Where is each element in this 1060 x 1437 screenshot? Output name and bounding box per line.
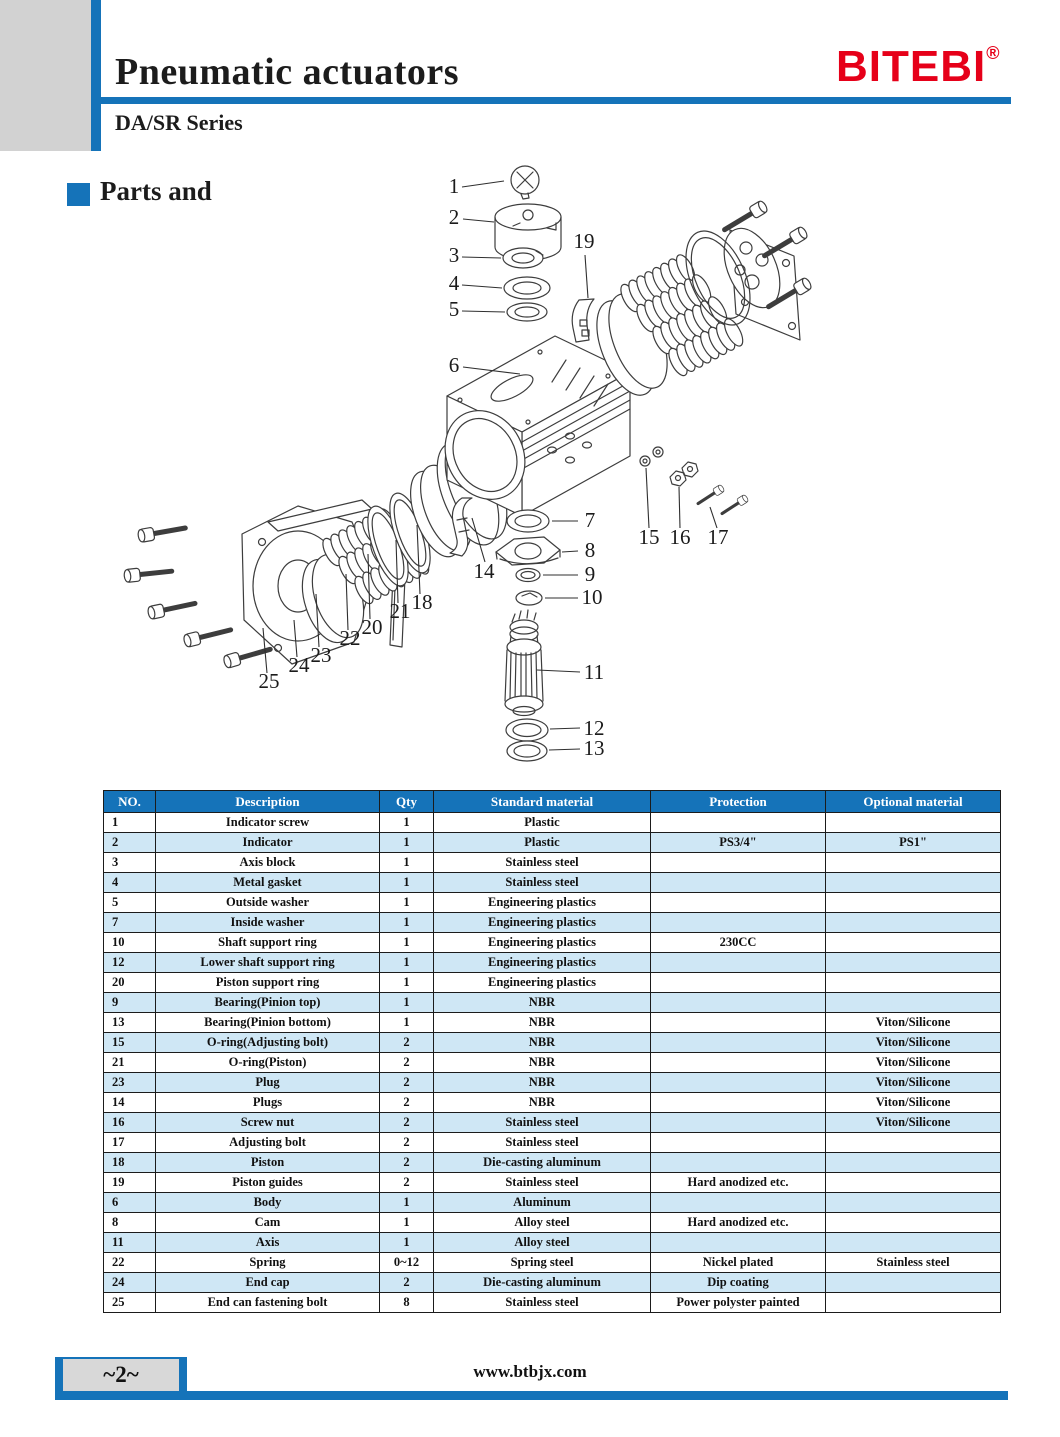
part-label: 4 [448,271,460,295]
table-cell: 12 [104,953,156,973]
table-row [104,833,1001,853]
table-cell: 3 [104,853,156,873]
table-cell [651,913,826,933]
table-cell: 20 [104,973,156,993]
table-cell: 1 [380,853,434,873]
table-cell: Shaft support ring [156,933,380,953]
table-cell: O-ring(Piston) [156,1053,380,1073]
table-cell: Viton/Silicone [826,1113,1001,1133]
indicator-stack [495,166,561,321]
table-cell: Plugs [156,1093,380,1113]
table-cell: Piston [156,1153,380,1173]
part-label: 18 [411,590,433,614]
table-row [104,1213,1001,1233]
table-cell: Body [156,1193,380,1213]
part-label: 10 [581,585,603,609]
table-cell: NBR [434,1053,651,1073]
table-cell: Axis [156,1233,380,1253]
leader-line [462,257,501,258]
table-cell: 1 [380,1233,434,1253]
table-cell: Stainless steel [434,1133,651,1153]
table-cell: Spring [156,1253,380,1273]
header-row [104,791,1001,813]
leader-line [462,181,504,187]
table-row [104,1253,1001,1273]
section-bullet-square [67,183,90,206]
table-cell: 2 [380,1133,434,1153]
part-label: 5 [448,297,460,321]
table-cell: Stainless steel [434,873,651,893]
table-cell: 1 [380,1213,434,1233]
table-cell: Bearing(Pinion bottom) [156,1013,380,1033]
table-cell: NBR [434,1013,651,1033]
table-cell [826,933,1001,953]
table-cell: NBR [434,1093,651,1113]
leader-line [462,311,505,312]
table-cell [826,953,1001,973]
table-cell: Indicator screw [156,813,380,833]
table-cell [651,1013,826,1033]
table-cell: Viton/Silicone [826,1033,1001,1053]
table-cell [826,1153,1001,1173]
table-cell: 10 [104,933,156,953]
table-cell [826,1173,1001,1193]
table-cell: 2 [380,1033,434,1053]
piston-guide-part [572,299,594,342]
table-cell: Hard anodized etc. [651,1173,826,1193]
table-cell [651,1073,826,1093]
table-cell [826,1213,1001,1233]
table-cell: 8 [104,1213,156,1233]
table-cell: 21 [104,1053,156,1073]
table-cell: Cam [156,1213,380,1233]
part-label: 19 [573,229,595,253]
table-cell: NBR [434,1033,651,1053]
part-label: 17 [707,525,729,549]
table-cell [826,853,1001,873]
table-cell: 11 [104,1233,156,1253]
table-cell [651,1033,826,1053]
table-cell [826,993,1001,1013]
part-label: 2 [448,205,460,229]
table-cell: 9 [104,993,156,1013]
table-cell: 25 [104,1293,156,1313]
table-cell [826,1133,1001,1153]
table-cell: 2 [380,1073,434,1093]
part-label: 16 [669,525,691,549]
cam-shaft-column [496,510,560,761]
table-cell: 1 [380,933,434,953]
header-vertical-rule [91,0,101,151]
part-label: 21 [389,599,411,623]
part-label: 3 [448,243,460,267]
part-label: 23 [310,643,332,667]
table-cell [651,973,826,993]
part-label: 14 [473,559,495,583]
table-cell: End can fastening bolt [156,1293,380,1313]
table-cell: 2 [380,1153,434,1173]
table-cell: Hard anodized etc. [651,1213,826,1233]
table-cell [826,1273,1001,1293]
table-row [104,853,1001,873]
table-cell: End cap [156,1273,380,1293]
table-cell: NBR [434,993,651,1013]
table-cell: 24 [104,1273,156,1293]
leader-line [550,728,580,729]
table-cell: Stainless steel [826,1253,1001,1273]
table-cell: Inside washer [156,913,380,933]
table-cell: Die-casting aluminum [434,1153,651,1173]
table-cell [651,1233,826,1253]
parts-table [103,790,1001,1313]
table-cell: 1 [380,973,434,993]
table-cell [826,913,1001,933]
table-row [104,1153,1001,1173]
table-cell: 2 [380,1113,434,1133]
table-cell [651,1193,826,1213]
table-cell: 4 [104,873,156,893]
table-row [104,1273,1001,1293]
table-cell: 13 [104,1013,156,1033]
table-cell: 23 [104,1073,156,1093]
parts-table-header [104,791,1001,813]
table-cell: PS3/4" [651,833,826,853]
table-cell: 2 [104,833,156,853]
leader-line [679,487,680,528]
table-cell: Viton/Silicone [826,1013,1001,1033]
table-cell: Metal gasket [156,873,380,893]
table-row [104,933,1001,953]
leader-line [462,285,502,288]
table-row [104,873,1001,893]
website-text: www.btbjx.com [473,1362,587,1381]
small-hardware-parts [640,447,749,517]
leader-line [537,670,580,672]
table-cell: 1 [380,893,434,913]
table-cell [651,1133,826,1153]
table-cell: Stainless steel [434,1293,651,1313]
table-row [104,913,1001,933]
table-cell: Engineering plastics [434,933,651,953]
table-cell: Power polyster painted [651,1293,826,1313]
table-cell: 7 [104,913,156,933]
table-cell: Engineering plastics [434,953,651,973]
table-cell: O-ring(Adjusting bolt) [156,1033,380,1053]
table-row [104,813,1001,833]
table-cell: 1 [380,953,434,973]
part-label: 13 [583,736,605,760]
table-cell: Axis block [156,853,380,873]
table-cell: Piston support ring [156,973,380,993]
part-label: 9 [584,562,596,586]
table-cell: 8 [380,1293,434,1313]
table-cell [651,853,826,873]
table-cell: 22 [104,1253,156,1273]
table-row [104,893,1001,913]
col-no: NO. [104,791,156,813]
table-cell: Spring steel [434,1253,651,1273]
leader-line [646,468,649,528]
table-cell: Lower shaft support ring [156,953,380,973]
col-optional: Optional material [826,791,1001,813]
table-cell: 6 [104,1193,156,1213]
part-label: 25 [258,669,280,693]
table-cell: Plastic [434,813,651,833]
table-cell: 19 [104,1173,156,1193]
table-cell: Viton/Silicone [826,1073,1001,1093]
table-cell: Plastic [434,833,651,853]
series-subtitle: DA/SR Series [115,110,243,135]
part-label: 22 [339,626,361,650]
table-cell [826,873,1001,893]
table-cell: Piston guides [156,1173,380,1193]
table-cell: Outside washer [156,893,380,913]
part-label: 6 [448,353,460,377]
brand-text: BITEBI [836,42,987,91]
table-row [104,1093,1001,1113]
table-cell: 230CC [651,933,826,953]
parts-table-body [104,813,1001,1313]
table-cell: 2 [380,1173,434,1193]
table-cell: 2 [380,1273,434,1293]
exploded-diagram [100,150,960,798]
table-cell: 1 [104,813,156,833]
table-cell: Stainless steel [434,1113,651,1133]
table-cell [651,993,826,1013]
table-cell [651,873,826,893]
part-label: 24 [288,653,310,677]
table-cell: Viton/Silicone [826,1053,1001,1073]
section-title: Parts and [100,176,212,206]
table-row [104,1133,1001,1153]
table-cell: 15 [104,1033,156,1053]
table-cell [651,1113,826,1133]
table-cell: Engineering plastics [434,973,651,993]
part-label: 12 [583,716,605,740]
table-cell: NBR [434,1073,651,1093]
registered-mark: ® [986,43,1001,63]
table-cell: 1 [380,833,434,853]
brand-logo [836,42,1001,92]
footer-rule [55,1391,1008,1400]
part-label: 7 [584,508,596,532]
table-row [104,1173,1001,1193]
table-cell: 0~12 [380,1253,434,1273]
table-cell: 1 [380,813,434,833]
table-cell: 17 [104,1133,156,1153]
col-qty: Qty [380,791,434,813]
table-cell [826,1233,1001,1253]
table-cell: 1 [380,993,434,1013]
table-cell: Nickel plated [651,1253,826,1273]
table-row [104,1053,1001,1073]
part-label: 15 [638,525,660,549]
table-cell: PS1" [826,833,1001,853]
table-cell [651,813,826,833]
table-cell: 1 [380,873,434,893]
leader-line [585,255,588,298]
table-cell: Bearing(Pinion top) [156,993,380,1013]
part-label: 11 [583,660,605,684]
table-cell: Dip coating [651,1273,826,1293]
table-cell [826,1193,1001,1213]
table-cell [826,893,1001,913]
leader-line [463,219,494,222]
table-row [104,1073,1001,1093]
table-cell: 1 [380,913,434,933]
table-cell: Engineering plastics [434,893,651,913]
page-title: Pneumatic actuators [115,51,460,93]
table-cell: Aluminum [434,1193,651,1213]
table-cell [826,973,1001,993]
table-row [104,953,1001,973]
table-row [104,1033,1001,1053]
page-number: ~2~ [103,1362,139,1387]
col-standard: Standard material [434,791,651,813]
table-cell: Indicator [156,833,380,853]
table-cell [826,1293,1001,1313]
table-cell [651,1153,826,1173]
table-row [104,1233,1001,1253]
table-cell: 1 [380,1013,434,1033]
part-label: 20 [361,615,383,639]
table-cell: Screw nut [156,1113,380,1133]
col-protect: Protection [651,791,826,813]
leader-line [562,551,578,552]
table-cell: 1 [380,1193,434,1213]
table-row [104,1193,1001,1213]
part-label: 8 [584,538,596,562]
leader-line [549,749,580,750]
table-cell: Die-casting aluminum [434,1273,651,1293]
table-cell: Viton/Silicone [826,1093,1001,1113]
table-cell [651,1093,826,1113]
table-row [104,1293,1001,1313]
table-cell: Alloy steel [434,1213,651,1233]
table-cell: Stainless steel [434,853,651,873]
table-cell: Stainless steel [434,1173,651,1193]
corner-gray-block [0,0,91,151]
table-cell: 18 [104,1153,156,1173]
table-cell: 16 [104,1113,156,1133]
table-cell: Adjusting bolt [156,1133,380,1153]
table-cell: 5 [104,893,156,913]
table-cell [651,893,826,913]
table-cell: 14 [104,1093,156,1113]
part-label: 1 [448,174,460,198]
table-cell: 2 [380,1093,434,1113]
table-cell [651,1053,826,1073]
table-row [104,993,1001,1013]
table-cell [651,953,826,973]
table-cell: Alloy steel [434,1233,651,1253]
table-cell: Plug [156,1073,380,1093]
table-cell [826,813,1001,833]
table-row [104,1013,1001,1033]
table-cell: 2 [380,1053,434,1073]
header-horizontal-rule [91,97,1011,104]
table-cell: Engineering plastics [434,913,651,933]
table-row [104,973,1001,993]
col-desc: Description [156,791,380,813]
table-row [104,1113,1001,1133]
